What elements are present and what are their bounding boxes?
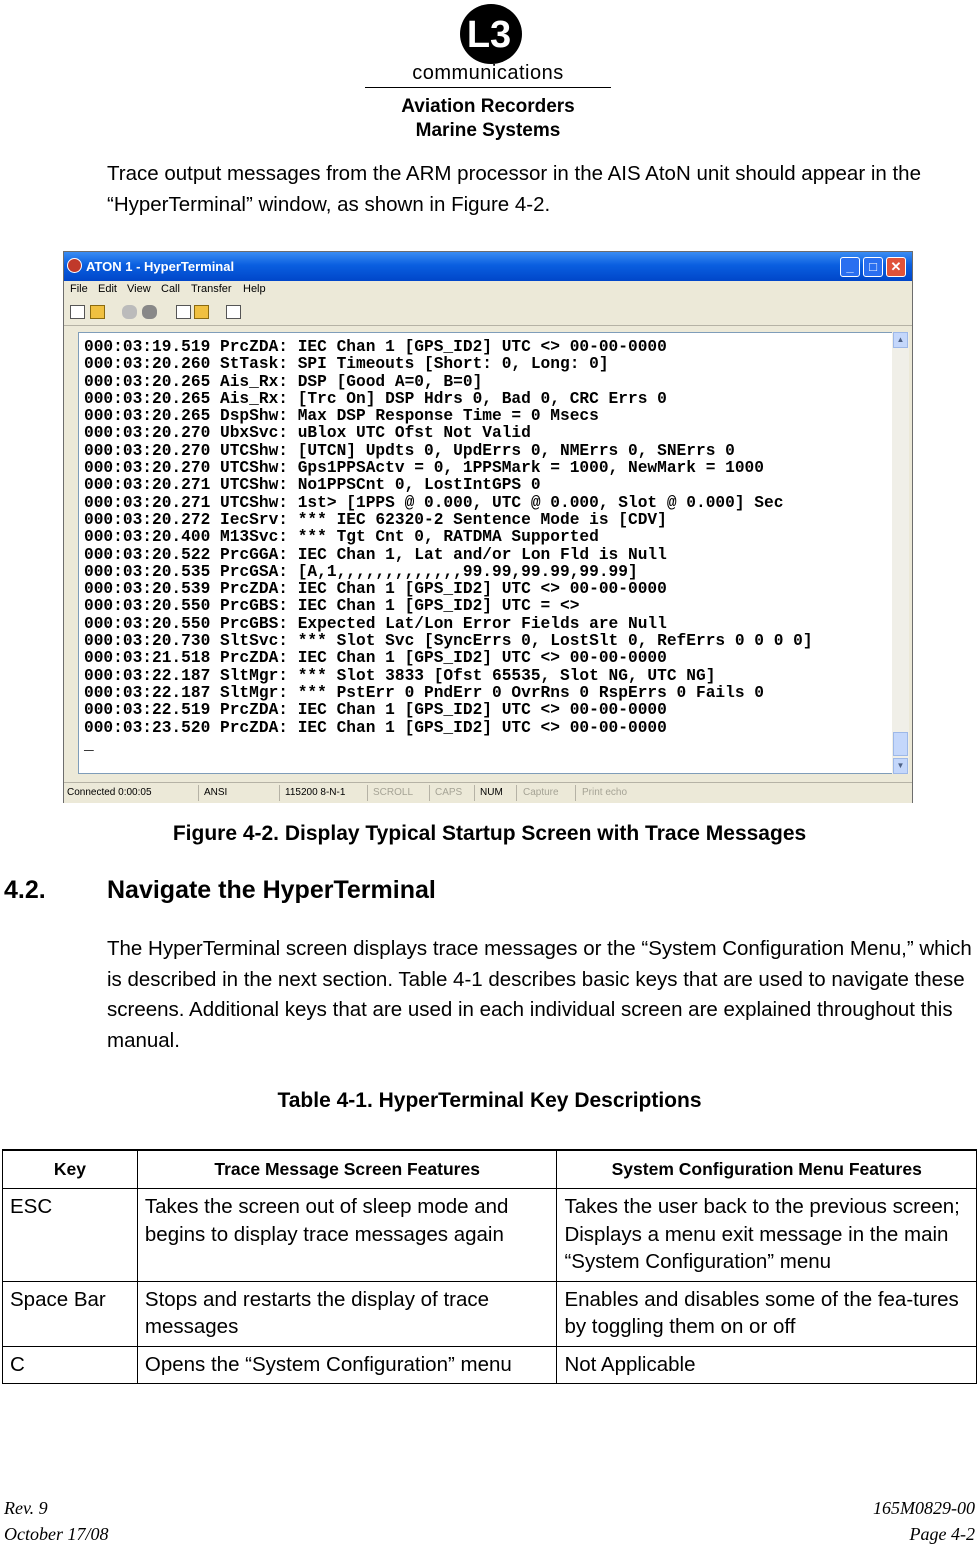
menu-view[interactable]: View bbox=[127, 283, 151, 295]
cell-trace: Stops and restarts the display of trace messages bbox=[137, 1281, 557, 1346]
status-print-echo: Print echo bbox=[582, 787, 628, 798]
logo-wordmark: communications bbox=[412, 62, 564, 84]
menu-file[interactable]: File bbox=[70, 283, 88, 295]
header-rule bbox=[365, 87, 611, 88]
status-bar bbox=[64, 782, 912, 803]
status-caps: CAPS bbox=[435, 787, 463, 798]
column-header-key: Key bbox=[3, 1150, 138, 1189]
footer-date: October 17/08 bbox=[4, 1524, 109, 1544]
cell-key: Space Bar bbox=[3, 1281, 138, 1346]
header-line-2: Marine Systems bbox=[415, 120, 561, 141]
footer-doc-number: 165M0829-00 bbox=[873, 1498, 975, 1518]
status-capture: Capture bbox=[523, 787, 559, 798]
new-icon[interactable] bbox=[70, 305, 85, 319]
footer-revision: Rev. 9 bbox=[4, 1498, 48, 1518]
header-line-1: Aviation Recorders bbox=[401, 96, 575, 117]
send-icon[interactable] bbox=[176, 305, 191, 319]
menu-help[interactable]: Help bbox=[243, 283, 266, 295]
open-icon[interactable] bbox=[90, 305, 105, 319]
menu-transfer[interactable]: Transfer bbox=[191, 283, 232, 295]
scroll-up-icon[interactable]: ▲ bbox=[893, 332, 908, 348]
status-settings: 115200 8-N-1 bbox=[285, 787, 346, 798]
section-number: 4.2. bbox=[4, 876, 46, 904]
status-num: NUM bbox=[480, 787, 503, 798]
window-title: ATON 1 - HyperTerminal bbox=[86, 259, 235, 274]
close-button[interactable]: ✕ bbox=[886, 257, 906, 277]
minimize-button[interactable]: _ bbox=[840, 257, 860, 277]
footer-page: Page 4-2 bbox=[909, 1524, 975, 1544]
cell-trace: Opens the “System Configuration” menu bbox=[137, 1346, 557, 1384]
app-icon bbox=[67, 258, 82, 273]
hyperterminal-window bbox=[63, 251, 913, 803]
table-caption: Table 4-1. HyperTerminal Key Descriptions bbox=[277, 1089, 702, 1112]
properties-icon[interactable] bbox=[226, 305, 241, 319]
table-row bbox=[3, 1189, 977, 1282]
menu-call[interactable]: Call bbox=[161, 283, 180, 295]
table-row bbox=[3, 1346, 977, 1384]
menu-bar bbox=[64, 281, 912, 301]
status-scroll: SCROLL bbox=[373, 787, 414, 798]
receive-icon[interactable] bbox=[194, 305, 209, 319]
status-emulation: ANSI bbox=[204, 787, 228, 798]
maximize-button[interactable]: □ bbox=[863, 257, 883, 277]
cell-config: Enables and disables some of the fea-tures by toggling them on or off bbox=[557, 1281, 977, 1346]
intro-paragraph: Trace output messages from the ARM processor in the AIS AtoN unit should appear in the “HyperTerminal” window, as shown in Figure 4-2. bbox=[107, 162, 921, 216]
cell-key: C bbox=[3, 1346, 138, 1384]
column-header-trace: Trace Message Screen Features bbox=[137, 1150, 557, 1189]
body-paragraph: The HyperTerminal screen displays trace messages or the “System Configuration Menu,” which is described in the next section. Table 4-1 describes basic keys that are used to navigate these screens. Additional keys that are used in each individual screen are explained throughout this manual. bbox=[107, 937, 972, 1052]
section-title: Navigate the HyperTerminal bbox=[107, 876, 436, 904]
terminal-output: 000:03:19.519 PrcZDA: IEC Chan 1 [GPS_ID2] UTC <> 00-00-0000 000:03:20.260 StTask: SPI Timeouts [Short: 0, Long: 0] 000:03:20.265 Ais_Rx: DSP [Good A=0, B=0] 000:03:20.265 Ais_Rx: [Trc On] DSP Hdrs 0, Bad 0, CRC Errs 0 000:03:20.265 DspShw: Max DSP Response Time = 0 Msecs 000:03:20.270 UbxSvc: uBlox UTC Ofst Not Valid 000:03:20.270 UTCShw: [UTCN] Updts 0, UpdErrs 0, NMErrs 0, SNErrs 0 000:03:20.270 UTCShw: Gps1PPSActv = 0, 1PPSMark = 1000, NewMark = 1000 000:03:20.271 UTCShw: No1PPSCnt 0, LostIntGPS 0 000:03:20.271 UTCShw: 1st> [1PPS @ 0.000, UTC @ 0.000, Slot @ 0.000] Sec 000:03:20.272 IecSrv: *** IEC 62320-2 Sentence Mode is [CDV] 000:03:20.400 M13Svc: *** Tgt Cnt 0, RATDMA Supported 000:03:20.522 PrcGGA: IEC Chan 1, Lat and/or Lon Fld is Null 000:03:20.535 PrcGSA: [A,1,,,,,,,,,,,,,99.99,99.99,99.99] 000:03:20.539 PrcZDA: IEC Chan 1 [GPS_ID2] UTC <> 00-00-0000 000:03:20.550 PrcGBS: IEC Chan 1 [GPS_ID2] UTC = <> 000:03:20.550 PrcGBS: Expected Lat/Lon Error Fields are Null 000:03:20.730 SltSvc: *** Slot Svc [SyncErrs 0, LostSlt 0, RefErrs 0 0 0 0] 000:03:21.518 PrcZDA: IEC Chan 1 [GPS_ID2] UTC <> 00-00-0000 000:03:22.187 SltMgr: *** Slot 3833 [Ofst 65535, Slot NG, UTC NG] 000:03:22.187 SltMgr: *** PstErr 0 PndErr 0 OvrRns 0 RspErrs 0 Fails 0 000:03:22.519 PrcZDA: IEC Chan 1 [GPS_ID2] UTC <> 00-00-0000 000:03:23.520 PrcZDA: IEC Chan 1 [GPS_ID2] UTC <> 00-00-0000 _ bbox=[84, 338, 813, 754]
toolbar bbox=[64, 301, 912, 326]
figure-caption: Figure 4-2. Display Typical Startup Screen with Trace Messages bbox=[172, 822, 807, 845]
menu-edit[interactable]: Edit bbox=[98, 283, 117, 295]
key-descriptions-table bbox=[2, 1149, 977, 1384]
logo-mark-text: L3 bbox=[466, 14, 512, 56]
cell-trace: Takes the screen out of sleep mode and begins to display trace messages again bbox=[137, 1189, 557, 1282]
scroll-thumb[interactable] bbox=[893, 732, 908, 756]
disconnect-icon[interactable] bbox=[142, 305, 157, 319]
scroll-down-icon[interactable]: ▼ bbox=[893, 758, 908, 774]
vertical-scrollbar[interactable] bbox=[892, 332, 909, 774]
terminal-area[interactable] bbox=[78, 332, 893, 774]
l3-logo bbox=[459, 3, 523, 65]
cell-config: Not Applicable bbox=[557, 1346, 977, 1384]
cell-key: ESC bbox=[3, 1189, 138, 1282]
status-connected: Connected 0:00:05 bbox=[67, 787, 152, 798]
table-row bbox=[3, 1281, 977, 1346]
cell-config: Takes the user back to the previous screen; Displays a menu exit message in the main “System Configuration” menu bbox=[557, 1189, 977, 1282]
phone-icon[interactable] bbox=[122, 305, 137, 319]
window-titlebar[interactable] bbox=[64, 252, 912, 281]
column-header-config: System Configuration Menu Features bbox=[557, 1150, 977, 1189]
